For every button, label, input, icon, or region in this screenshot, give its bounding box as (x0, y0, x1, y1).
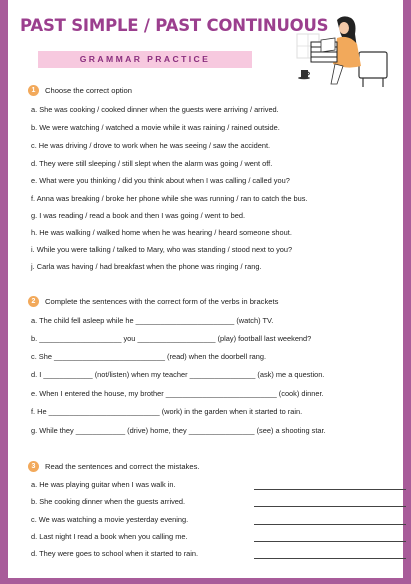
exercise-2-item: b. ____________________ you ___________________ (play) football last weekend? (31, 334, 312, 343)
exercise-3-item: d. Last night I read a book when you calling me. (31, 532, 188, 541)
exercise-3-item: d. They were goes to school when it started to rain. (31, 549, 199, 558)
exercise-2-item: c. She ___________________________ (read) when the doorbell rang. (31, 352, 267, 361)
section-number-badge: 2 (28, 296, 39, 307)
exercise-2-item: a. The child fell asleep while he ________________________ (watch) TV. (31, 316, 274, 325)
answer-line[interactable] (254, 558, 406, 559)
exercise-1-item: i. While you were talking / talked to Mary, who was standing / stood next to you? (31, 245, 293, 254)
section-number-badge: 3 (28, 461, 39, 472)
answer-line[interactable] (254, 524, 406, 525)
section-instruction: Read the sentences and correct the mistakes. (45, 462, 200, 471)
exercise-1-item: f. Anna was breaking / broke her phone while she was running / ran to catch the bus. (31, 194, 308, 203)
exercise-3-item: a. He was playing guitar when I was walk in. (31, 480, 176, 489)
answer-line[interactable] (254, 506, 406, 507)
exercise-2-item: e. When I entered the house, my brother ___________________________ (cook) dinner. (31, 389, 324, 398)
exercise-2-item: g. While they ____________ (drive) home, they ________________ (see) a shooting star. (31, 426, 326, 435)
page-title: PAST SIMPLE / PAST CONTINUOUS (20, 16, 329, 35)
exercise-1-item: b. We were watching / watched a movie while it was raining / rained outside. (31, 123, 280, 132)
answer-line[interactable] (254, 541, 406, 542)
exercise-1-item: g. I was reading / read a book and then I was going / went to bed. (31, 211, 246, 220)
exercise-1-item: e. What were you thinking / did you think about when I was calling / called you? (31, 176, 290, 185)
section-1-heading (28, 85, 132, 96)
section-instruction: Choose the correct option (45, 86, 132, 95)
section-3-heading (28, 461, 200, 472)
exercise-1-item: j. Carla was having / had breakfast when the phone was ringing / rang. (31, 262, 262, 271)
section-instruction: Complete the sentences with the correct form of the verbs in brackets (45, 297, 279, 306)
exercise-3-item: b. She cooking dinner when the guests arrived. (31, 497, 186, 506)
exercise-1-item: d. They were still sleeping / still slept when the alarm was going / went off. (31, 159, 273, 168)
exercise-1-item: h. He was walking / walked home when he was hearing / heard someone shout. (31, 228, 292, 237)
exercise-2-item: d. I ____________ (not/listen) when my teacher ________________ (ask) me a question. (31, 370, 325, 379)
exercise-1-item: a. She was cooking / cooked dinner when the guests were arriving / arrived. (31, 105, 279, 114)
exercise-1-item: c. He was driving / drove to work when he was seeing / saw the accident. (31, 141, 271, 150)
woman-reading-illustration (291, 14, 395, 88)
exercise-2-item: f. He ___________________________ (work) in the garden when it started to rain. (31, 407, 303, 416)
page-subtitle: GRAMMAR PRACTICE (79, 54, 211, 64)
section-number-badge: 1 (28, 85, 39, 96)
exercise-3-item: c. We was watching a movie yesterday evening. (31, 515, 189, 524)
section-2-heading (28, 296, 278, 307)
answer-line[interactable] (254, 489, 406, 490)
